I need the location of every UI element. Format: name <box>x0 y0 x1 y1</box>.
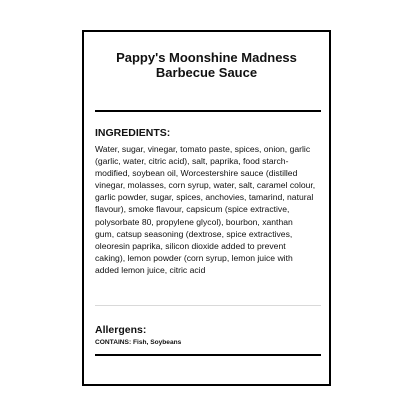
ingredients-line: vinegar, molasses, corn syrup, water, salt, caramel colour, <box>95 180 316 191</box>
nutrition-label-card <box>82 30 331 386</box>
ingredients-line: polysorbate 80, propylene glycol), bourbon, xanthan <box>95 216 293 227</box>
ingredients-line: modified, soybean oil, Worcestershire sauce (distilled <box>95 168 298 179</box>
product-title-line-1: Pappy's Moonshine Madness <box>116 50 297 65</box>
top-divider <box>95 110 321 112</box>
ingredients-line: (garlic, water, citric acid), salt, paprika, food starch- <box>95 156 289 167</box>
ingredients-line: gum, catsup seasoning (dextrose, spice extractives, <box>95 228 293 239</box>
ingredients-line: flavour), smoke flavour, capsicum (spice extractive, <box>95 204 290 215</box>
ingredients-line: caking), lemon powder (corn syrup, lemon juice with <box>95 252 293 263</box>
ingredients-line: added lemon juice, citric acid <box>95 264 206 275</box>
bottom-divider <box>95 354 321 356</box>
ingredients-line: Water, sugar, vinegar, tomato paste, spices, onion, garlic <box>95 144 311 154</box>
product-title <box>84 51 329 80</box>
ingredients-line: garlic powder, sugar, spices, anchovies, tamarind, natural <box>95 192 314 203</box>
section-divider <box>95 305 321 306</box>
ingredients-line: oleoresin paprika, silicon dioxide added to prevent <box>95 240 286 251</box>
allergens-heading: Allergens: <box>95 324 147 336</box>
allergens-contains: CONTAINS: Fish, Soybeans <box>95 339 182 346</box>
ingredients-heading: INGREDIENTS: <box>95 127 171 139</box>
product-title-line-2: Barbecue Sauce <box>155 64 258 80</box>
ingredients-list <box>95 143 321 276</box>
